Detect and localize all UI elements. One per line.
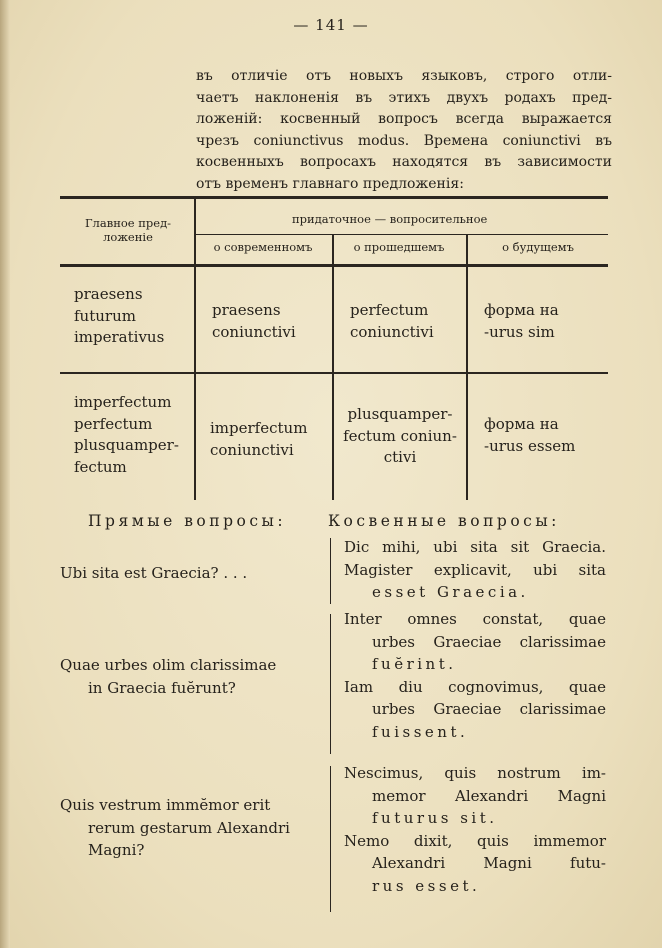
table-cell-future: форма на -urus sim xyxy=(484,301,559,341)
indirect-question-group: Inter omnes constat, quae urbes Graeciae clarissimae fuĕrint. Iam diu cognovimus, quae urbes Graeciae clarissimae fuissent. xyxy=(344,610,606,741)
subordinate-header: придаточное — вопросительное xyxy=(292,212,488,226)
intro-paragraph xyxy=(196,66,612,195)
table-subheader-rule xyxy=(194,234,608,235)
tense-table xyxy=(60,196,608,500)
intro-line: косвенныхъ вопросахъ находятся въ зависимости xyxy=(196,154,612,170)
table-cell-main: imperfectum perfectum plusquamper- fectum xyxy=(74,393,179,476)
main-clause-header: Главное пред-ложеніе xyxy=(84,216,172,244)
intro-line: въ отличіе отъ новыхъ языковъ, строго отли- xyxy=(196,68,612,84)
table-cell-present: praesens coniunctivi xyxy=(212,301,296,341)
direct-questions-heading: Прямые вопросы: xyxy=(88,512,287,530)
col-header-present: о современномъ xyxy=(213,240,313,254)
direct-question: Quae urbes olim clarissimae in Graecia fuĕrunt? xyxy=(60,656,277,697)
brace-line xyxy=(330,614,337,754)
table-row-rule xyxy=(60,372,608,374)
intro-line: отъ временъ главнаго предложенія: xyxy=(196,175,464,192)
table-cell-past: plusquamper- fectum coniun- ctivi xyxy=(343,405,457,466)
direct-question: Quis vestrum immĕmor erit rerum gestarum Alexandri Magni? xyxy=(60,796,290,859)
intro-line: чрезъ coniunctivus modus. Времена coniunctivi въ xyxy=(196,132,612,149)
brace-line xyxy=(330,766,337,912)
page-number: — 141 — xyxy=(293,16,369,34)
col-header-past: о прошедшемъ xyxy=(353,240,445,254)
table-col-divider xyxy=(332,234,334,500)
intro-line: ложеній: косвенный вопросъ всегда выражается xyxy=(196,111,612,127)
indirect-question-group: Nescimus, quis nostrum im- memor Alexandri Magni futurus sit. Nemo dixit, quis immemor Alexandri Magni futu- rus esset. xyxy=(344,764,606,895)
page-spine-shadow xyxy=(0,0,10,948)
indirect-questions-heading: Косвенные вопросы: xyxy=(328,512,560,530)
direct-question: Ubi sita est Graecia? . . . xyxy=(60,564,248,582)
intro-line: чаетъ наклоненія въ этихъ двухъ родахъ пред- xyxy=(196,89,612,106)
brace-line xyxy=(330,538,337,604)
table-cell-main: praesens futurum imperativus xyxy=(74,285,165,346)
indirect-question-group: Dic mihi, ubi sita sit Graecia. Magister explicavit, ubi sita esset Graecia. xyxy=(344,538,606,601)
col-header-future: о будущемъ xyxy=(502,240,574,254)
table-top-rule xyxy=(60,196,608,199)
table-cell-future: форма на -urus essem xyxy=(484,415,576,455)
table-col-divider xyxy=(466,234,468,500)
table-cell-past: perfectum coniunctivi xyxy=(350,301,434,341)
table-header-rule xyxy=(60,264,608,267)
table-cell-present: imperfectum coniunctivi xyxy=(210,419,308,459)
